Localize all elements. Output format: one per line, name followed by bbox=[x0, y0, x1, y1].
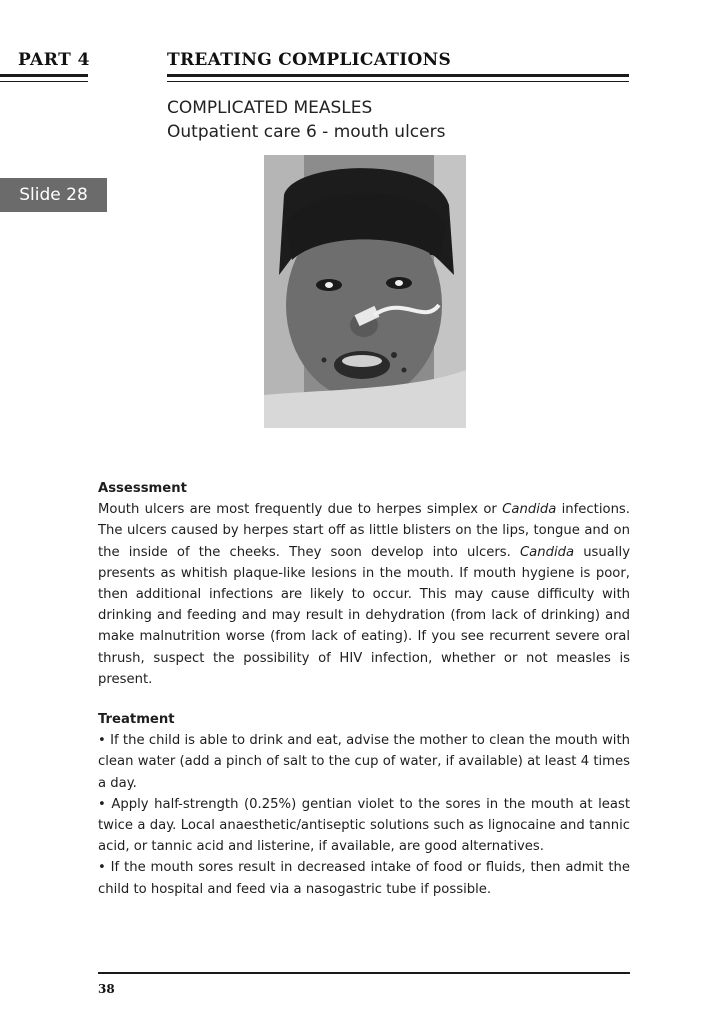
section-title: TREATING COMPLICATIONS bbox=[167, 50, 452, 70]
header-rule-right bbox=[167, 74, 629, 77]
subtitle-line-1: COMPLICATED MEASLES bbox=[167, 98, 373, 118]
assessment-text-3: usually presents as whitish plaque-like lesions in the mouth. If mouth hygiene is poor, then additional infections are likely to occur. This may cause difficulty with drinking and feeding and may result in dehydration (from lack of drinking) and make malnutrition worse (from lack of eating). If you see recurrent severe oral thrush, suspect the possibility of HIV infection, whether or not measles is present. bbox=[98, 544, 630, 687]
slide-label: Slide 28 bbox=[0, 178, 107, 212]
assessment-text-1: Mouth ulcers are most frequently due to herpes simplex or bbox=[98, 502, 503, 518]
assessment-paragraph bbox=[98, 499, 630, 690]
treatment-bullet-1: • If the child is able to drink and eat, advise the mother to clean the mouth with clean water (add a pinch of salt to the cup of water, if available) at least 4 times a day. bbox=[98, 733, 630, 791]
header-rule-right-thin bbox=[167, 81, 629, 82]
patient-photo bbox=[264, 155, 466, 428]
patient-photo-illustration bbox=[264, 155, 466, 428]
treatment-bullet-2: • Apply half-strength (0.25%) gentian violet to the sores in the mouth at least twice a day. Local anaesthetic/antiseptic solutions such as lignocaine and tannic acid, or tannic acid and listerine, if available, are good alternatives. bbox=[98, 796, 630, 855]
part-label: PART 4 bbox=[18, 50, 90, 70]
assessment-heading: Assessment bbox=[98, 481, 187, 496]
section-gap bbox=[98, 690, 630, 709]
treatment-heading: Treatment bbox=[98, 712, 175, 728]
assessment-text-2: infections. The ulcers caused by herpes start off as little blisters on the lips, tongue and on the inside of the cheeks. They soon develop into ulcers. bbox=[98, 502, 630, 560]
footer-rule bbox=[98, 972, 630, 974]
page-number: 38 bbox=[98, 982, 115, 996]
page-subtitle bbox=[167, 96, 445, 144]
header-rule-left bbox=[0, 74, 88, 77]
assessment-candida-2: Candida bbox=[519, 544, 575, 560]
assessment-candida: Candida bbox=[502, 502, 557, 518]
treatment-bullet-3: • If the mouth sores result in decreased intake of food or fluids, then admit the child to hospital and feed via a nasogastric tube if possible. bbox=[98, 860, 630, 897]
body-text bbox=[98, 478, 630, 900]
header-rule-left-thin bbox=[0, 81, 88, 82]
subtitle-line-2: Outpatient care 6 - mouth ulcers bbox=[167, 122, 446, 142]
